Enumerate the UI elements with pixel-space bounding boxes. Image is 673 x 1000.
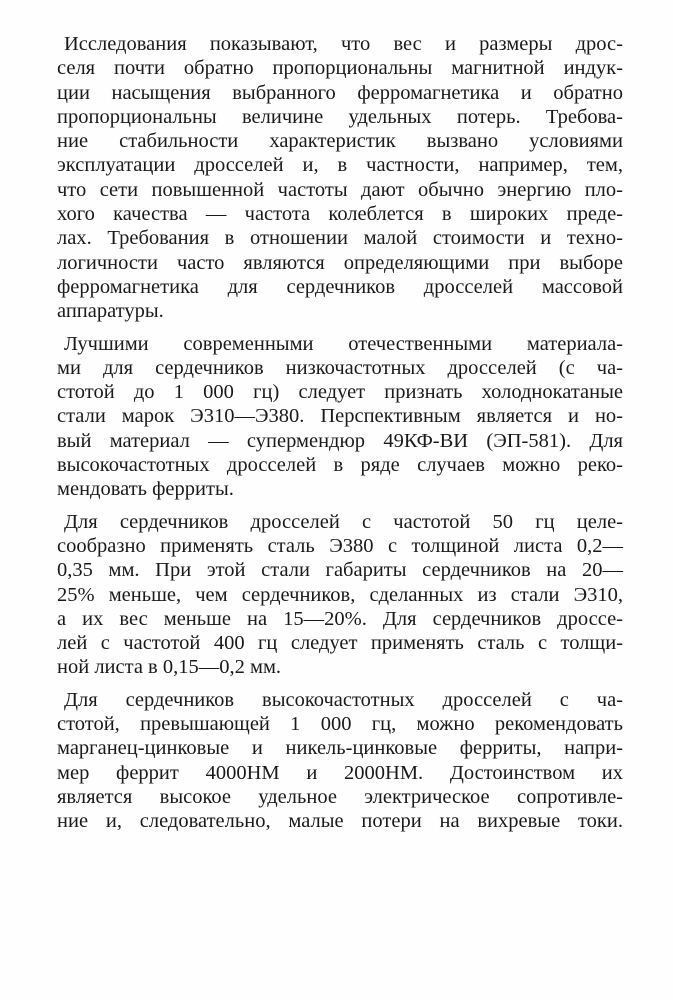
text-line: Исследования показывают, что вес и размеры дрос- — [64, 33, 623, 55]
text-line: мер феррит 4000НМ и 2000НМ. Достоинством их — [57, 761, 623, 784]
text-line: 0,35 мм. При этой стали габариты сердечников на 20— — [57, 559, 623, 582]
text-line: хого качества — частота колеблется в широких преде- — [57, 203, 623, 226]
text-line: марганец-цинковые и никель-цинковые ферриты, напри- — [57, 737, 623, 760]
text-line: 25% меньше, чем сердечников, сделанных из стали Э310, — [57, 583, 623, 606]
text-line: эксплуатации дросселей и, в частности, например, тем, — [57, 154, 623, 177]
text-line: Для сердечников высокочастотных дросселей с ча- — [64, 688, 623, 711]
text-line: логичности часто являются определяющими при выборе — [57, 251, 623, 274]
text-line: ции насыщения выбранного ферромагнетика и обратно — [57, 81, 623, 104]
text-line: мендовать ферриты. — [57, 478, 234, 501]
text-line: ми для сердечников низкочастотных дросселей (с ча- — [57, 356, 623, 379]
paragraph — [57, 32, 623, 324]
text-line: лах. Требования в отношении малой стоимости и техно- — [57, 227, 623, 250]
paragraph — [57, 332, 623, 502]
text-line: что сети повышенной частоты дают обычно энергию пло- — [57, 178, 623, 201]
paragraph — [57, 510, 623, 680]
text-line: ние и, следовательно, малые потери на вихревые токи. — [57, 810, 623, 833]
text-line: сообразно применять сталь Э380 с толщиной листа 0,2— — [57, 534, 623, 557]
text-line: ферромагнетика для сердечников дросселей массовой — [57, 275, 623, 298]
body-text — [57, 32, 623, 834]
text-line: пропорциональны величине удельных потерь. Требова- — [57, 105, 623, 128]
text-line: высокочастотных дросселей в ряде случаев можно реко- — [57, 454, 623, 477]
text-line: Лучшими современными отечественными материала- — [64, 332, 623, 355]
text-line: лей с частотой 400 гц следует применять сталь с толщи- — [57, 632, 623, 655]
text-line: является высокое удельное электрическое сопротивле- — [57, 785, 623, 808]
text-line: стотой, превышающей 1 000 гц, можно рекомендовать — [57, 713, 623, 736]
text-line: ние стабильности характеристик вызвано условиями — [57, 130, 623, 153]
text-line: Для сердечников дросселей с частотой 50 гц целе- — [64, 510, 623, 533]
paragraph — [57, 688, 623, 834]
text-line: стали марок Э310—Э380. Перспективным является и но- — [57, 405, 623, 428]
text-line: стотой до 1 000 гц) следует признать холоднокатаные — [57, 381, 623, 404]
text-line: вый материал — супермендюр 49КФ-ВИ (ЭП-581). Для — [57, 429, 623, 452]
text-line: ной листа в 0,15—0,2 мм. — [57, 656, 282, 679]
text-line: а их вес меньше на 15—20%. Для сердечников дроссе- — [57, 607, 623, 630]
text-line: аппаратуры. — [57, 300, 164, 323]
text-line: селя почти обратно пропорциональны магнитной индук- — [57, 57, 623, 80]
